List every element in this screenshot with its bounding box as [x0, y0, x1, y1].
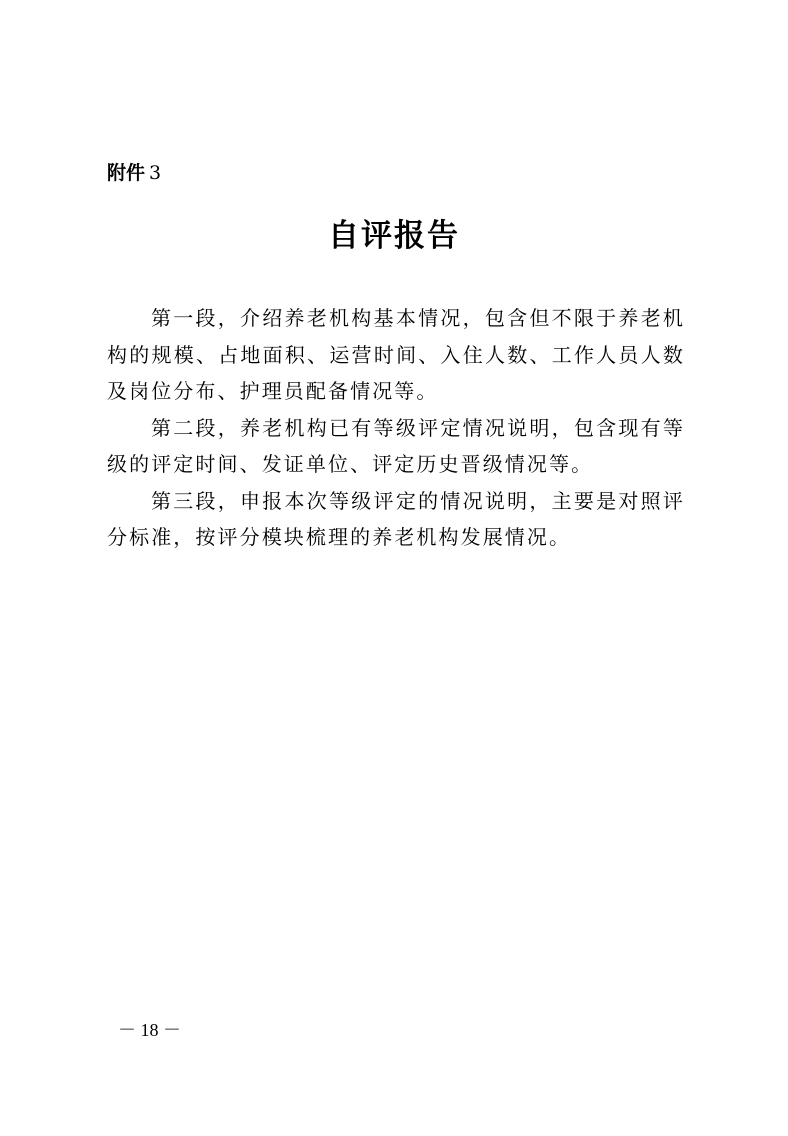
attachment-label [107, 160, 161, 186]
attachment-text: 附件 [107, 162, 146, 184]
document-title: 自评报告 [328, 218, 460, 254]
document-body [107, 300, 685, 556]
attachment-number: 3 [149, 162, 162, 184]
page-number: － 18 － [118, 1020, 181, 1040]
paragraph-3: 第三段，申报本次等级评定的情况说明，主要是对照评分标准，按评分模块梳理的养老机构发展情况。 [107, 488, 685, 549]
paragraph-2: 第二段，养老机构已有等级评定情况说明，包含现有等级的评定时间、发证单位、评定历史晋级情况等。 [107, 415, 685, 476]
paragraph-1: 第一段，介绍养老机构基本情况，包含但不限于养老机构的规模、占地面积、运营时间、入住人数、工作人员人数及岗位分布、护理员配备情况等。 [107, 306, 685, 403]
